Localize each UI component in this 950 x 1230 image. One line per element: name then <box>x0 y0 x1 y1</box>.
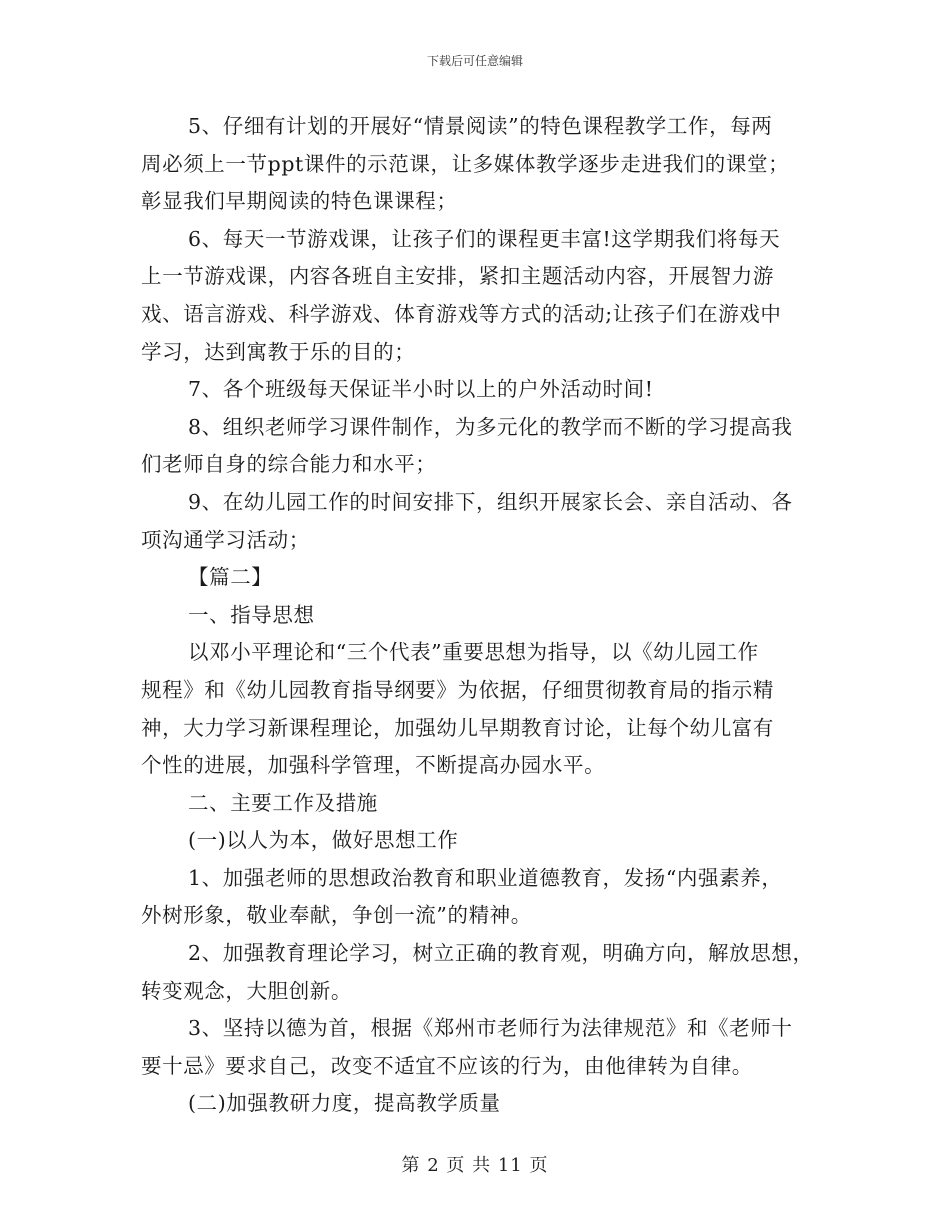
text-line: 转变观念，大胆创新。 <box>141 978 352 1003</box>
page-header: 下载后可任意编辑 <box>426 54 523 68</box>
text-line: 神，大力学习新课程理论，加强幼儿早期教育讨论，让每个幼儿富有 <box>141 715 774 740</box>
text-line: 3、坚持以德为首，根据《郑州市老师行为法律规范》和《老师十 <box>188 1016 793 1041</box>
text-line: 以邓小平理论和“三个代表”重要思想为指导，以《幼儿园工作 <box>188 640 759 665</box>
text-line: 们老师自身的综合能力和水平； <box>141 452 437 477</box>
text-line: 上一节游戏课，内容各班自主安排，紧扣主题活动内容，开展智力游 <box>141 264 774 289</box>
text-line: 项沟通学习活动； <box>141 527 310 552</box>
text-line: 二、主要工作及措施 <box>188 790 378 815</box>
text-line: 5、仔细有计划的开展好“情景阅读”的特色课程教学工作，每两 <box>188 114 773 138</box>
text-line: 2、加强教育理论学习，树立正确的教育观，明确方向，解放思想， <box>188 941 814 966</box>
text-line: 周必须上一节ppt课件的示范课，让多媒体教学逐步走进我们的课堂； <box>141 151 790 176</box>
text-line: 一、指导思想 <box>188 602 315 627</box>
text-line: 1、加强老师的思想政治教育和职业道德教育，发扬“内强素养， <box>188 865 783 890</box>
text-line: (一)以人为本，做好思想工作 <box>188 828 459 853</box>
text-line: 【篇二】 <box>188 565 273 590</box>
text-line: 规程》和《幼儿园教育指导纲要》为依据，仔细贯彻教育局的指示精 <box>141 677 774 702</box>
text-line: 学习，达到寓教于乐的目的； <box>141 339 416 364</box>
text-line: 要十忌》要求自己，改变不适宜不应该的行为，由他律转为自律。 <box>141 1053 753 1078</box>
text-line: 戏、语言游戏、科学游戏、体育游戏等方式的活动;让孩子们在游戏中 <box>141 301 782 326</box>
text-line: 个性的进展，加强科学管理，不断提高办园水平。 <box>141 753 606 778</box>
text-line: 彰显我们早期阅读的特色课课程； <box>141 189 458 214</box>
text-line: 7、各个班级每天保证半小时以上的户外活动时间! <box>188 377 654 402</box>
text-line: (二)加强教研力度，提高教学质量 <box>188 1091 501 1116</box>
page-footer: 第 2 页 共 11 页 <box>401 1155 549 1176</box>
document-body <box>141 108 821 1123</box>
text-line: 6、每天一节游戏课，让孩子们的课程更丰富!这学期我们将每天 <box>188 226 781 251</box>
text-line: 9、在幼儿园工作的时间安排下，组织开展家长会、亲自活动、各 <box>188 489 793 514</box>
text-line: 8、组织老师学习课件制作，为多元化的教学而不断的学习提高我 <box>188 414 793 439</box>
text-line: 外树形象，敬业奉献，争创一流”的精神。 <box>141 903 532 928</box>
